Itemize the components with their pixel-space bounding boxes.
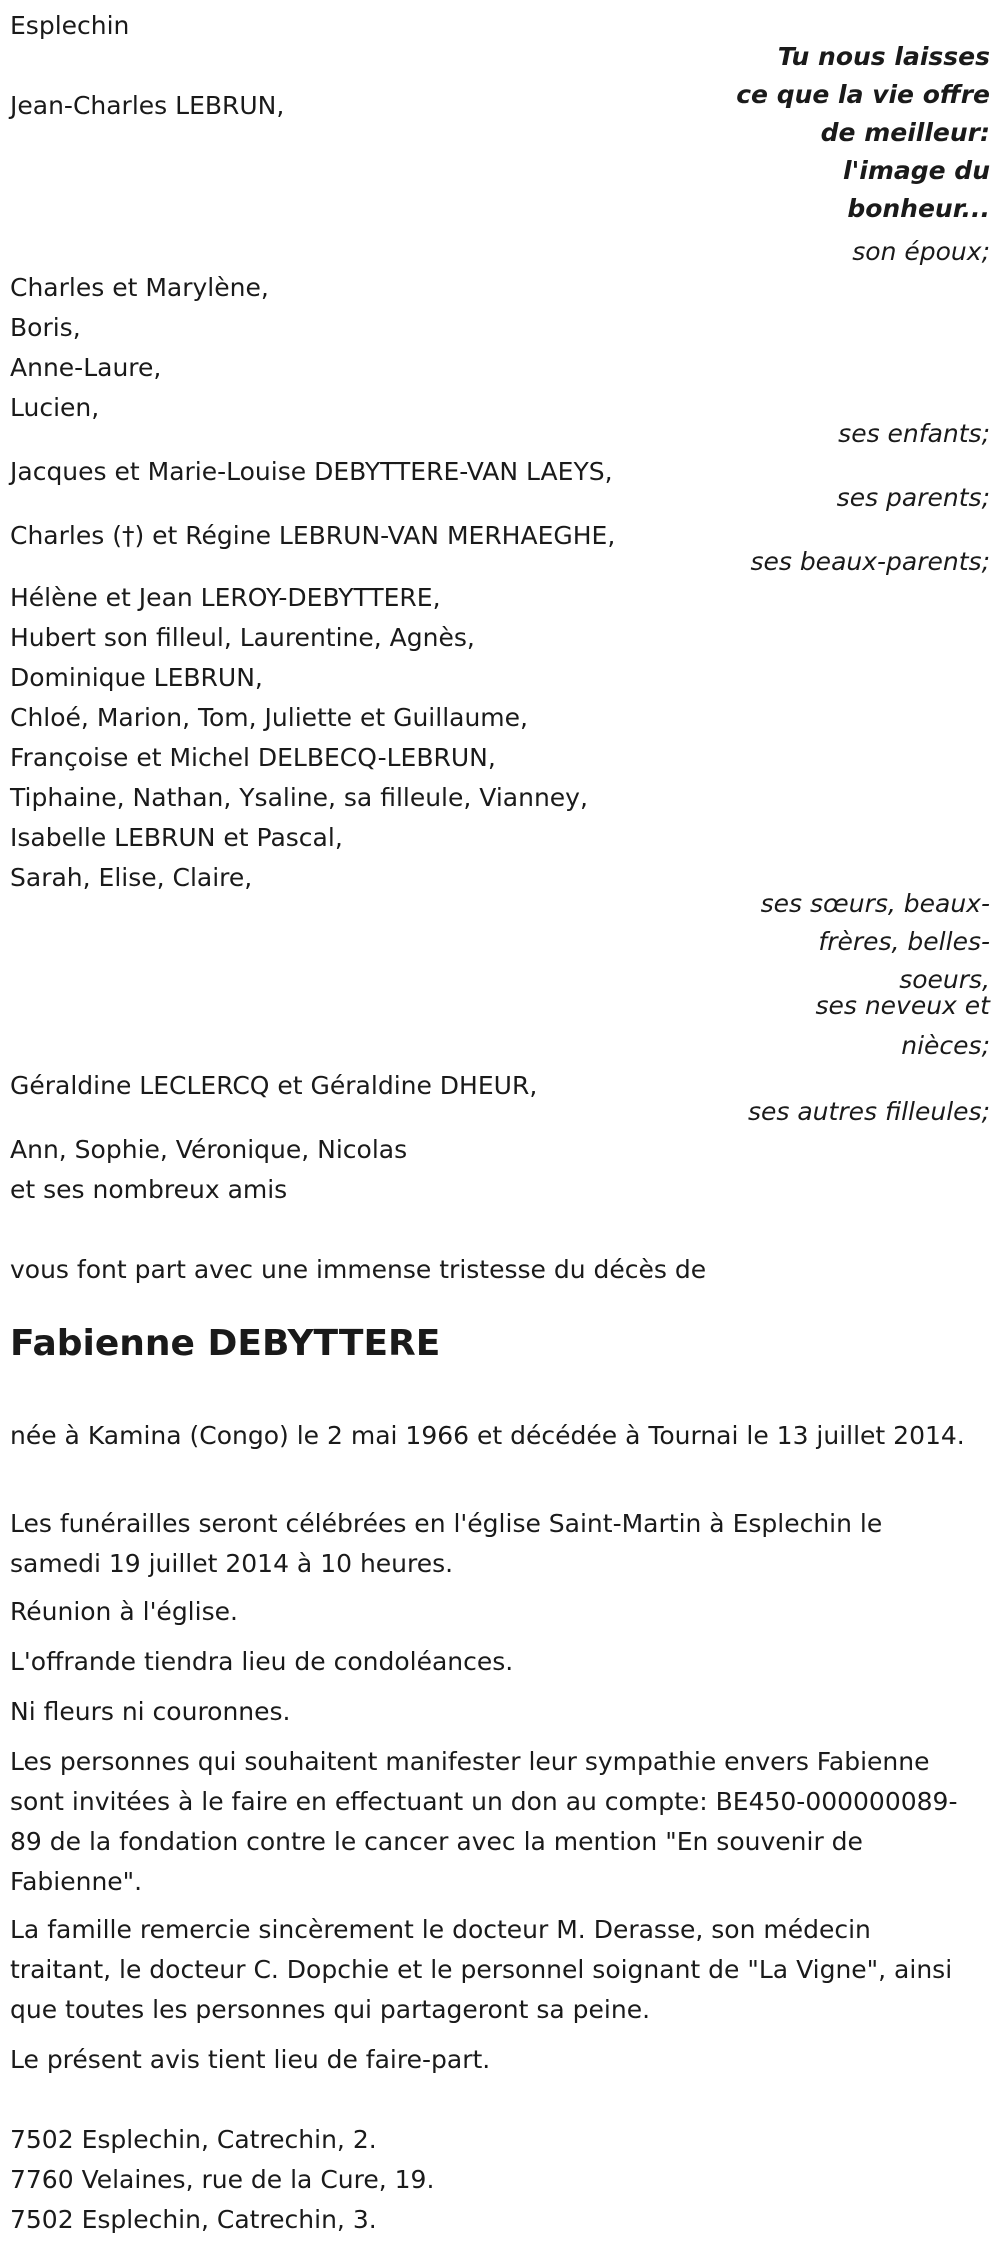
funeral-paragraph: Les funérailles seront célébrées en l'église Saint-Martin à Esplechin le samedi 19 juillet 2014 à 10 heures. xyxy=(10,1509,883,1578)
quote-line: bonheur... xyxy=(847,194,990,223)
sibling-line: Sarah, Elise, Claire, xyxy=(10,863,253,892)
birth-paragraph: née à Kamina (Congo) le 2 mai 1966 et décédée à Tournai le 13 juillet 2014. xyxy=(10,1421,965,1450)
spouse-name: Jean-Charles LEBRUN, xyxy=(10,91,285,120)
siblings-role xyxy=(761,885,990,999)
children-list xyxy=(10,268,269,428)
place-name: Esplechin xyxy=(10,11,130,40)
sibling-line: Hubert son filleul, Laurentine, Agnès, xyxy=(10,623,475,652)
parents-in-law-name: Charles (†) et Régine LEBRUN-VAN MERHAEGHE, xyxy=(10,521,616,550)
children-role: ses enfants; xyxy=(838,419,990,448)
child-name: Charles et Marylène, xyxy=(10,273,269,302)
nephews-role-line: ses neveux et xyxy=(815,991,990,1020)
offering-paragraph: L'offrande tiendra lieu de condoléances. xyxy=(10,1647,514,1676)
quote-line: l'image du xyxy=(843,156,990,185)
friends-list xyxy=(10,1130,407,1210)
notice-paragraph: Le présent avis tient lieu de faire-part. xyxy=(10,2045,491,2074)
friends-line: et ses nombreux amis xyxy=(10,1175,288,1204)
sibling-line: Françoise et Michel DELBECQ-LEBRUN, xyxy=(10,743,496,772)
donation-paragraph: Les personnes qui souhaitent manifester leur sympathie envers Fabienne sont invitées à le faire en effectuant un don au compte: BE450-000000089-89 de la fondation contre le cancer avec la mention "En souvenir de Fabienne". xyxy=(10,1747,958,1896)
sibling-line: Chloé, Marion, Tom, Juliette et Guillaume, xyxy=(10,703,528,732)
siblings-role-line: soeurs, xyxy=(899,965,990,994)
parents-role: ses parents; xyxy=(836,483,990,512)
announcement-text: vous font part avec une immense tristesse du décès de xyxy=(10,1255,707,1284)
thanks-paragraph: La famille remercie sincèrement le docteur M. Derasse, son médecin traitant, le docteur C. Dopchie et le personnel soignant de "La Vigne", ainsi que toutes les personnes qui partageront sa peine. xyxy=(10,1915,953,2024)
address-line: 7760 Velaines, rue de la Cure, 19. xyxy=(10,2165,435,2194)
quote-line: ce que la vie offre xyxy=(736,80,990,109)
address-line: 7502 Esplechin, Catrechin, 3. xyxy=(10,2205,377,2234)
address-line: 7502 Esplechin, Catrechin, 2. xyxy=(10,2125,377,2154)
friends-line: Ann, Sophie, Véronique, Nicolas xyxy=(10,1135,408,1164)
nephews-role xyxy=(815,986,990,1066)
child-name: Boris, xyxy=(10,313,81,342)
sibling-line: Tiphaine, Nathan, Ysaline, sa filleule, Vianney, xyxy=(10,783,588,812)
child-name: Anne-Laure, xyxy=(10,353,162,382)
child-name: Lucien, xyxy=(10,393,100,422)
addresses-list xyxy=(10,2120,434,2240)
nephews-role-line: nièces; xyxy=(901,1031,990,1060)
quote-line: de meilleur: xyxy=(820,118,990,147)
goddaughters-name: Géraldine LECLERCQ et Géraldine DHEUR, xyxy=(10,1071,538,1100)
quote-line: Tu nous laisses xyxy=(777,42,990,71)
sibling-line: Dominique LEBRUN, xyxy=(10,663,263,692)
siblings-role-line: frères, belles- xyxy=(818,927,990,956)
parents-in-law-role: ses beaux-parents; xyxy=(750,547,990,576)
sibling-line: Isabelle LEBRUN et Pascal, xyxy=(10,823,343,852)
siblings-role-line: ses sœurs, beaux- xyxy=(760,889,990,918)
parents-name: Jacques et Marie-Louise DEBYTTERE-VAN LAEYS, xyxy=(10,457,613,486)
spouse-role: son époux; xyxy=(852,237,990,266)
meeting-paragraph: Réunion à l'église. xyxy=(10,1597,238,1626)
sibling-line: Hélène et Jean LEROY-DEBYTTERE, xyxy=(10,583,441,612)
siblings-list xyxy=(10,578,588,898)
flowers-paragraph: Ni fleurs ni couronnes. xyxy=(10,1697,291,1726)
goddaughters-role: ses autres filleules; xyxy=(747,1097,990,1126)
deceased-name: Fabienne DEBYTTERE xyxy=(10,1323,441,1364)
epitaph-quote xyxy=(690,38,990,228)
